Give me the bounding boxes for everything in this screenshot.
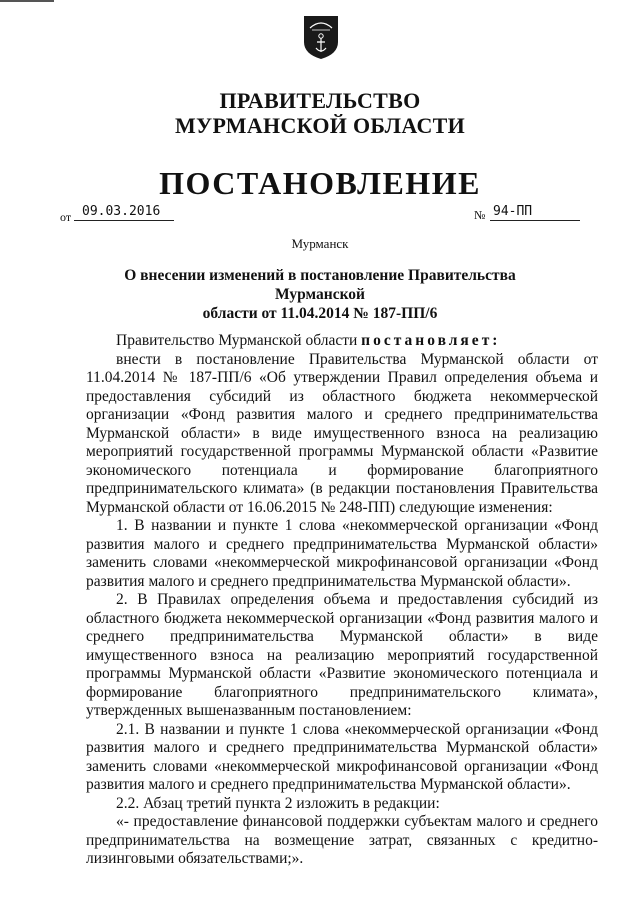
document-body <box>86 332 598 869</box>
scan-mark <box>0 0 54 2</box>
paragraph-quote: «- предоставление финансовой поддержки субъектам малого и среднего предпринимательства на возмещение затрат, связанных с кредитно-лизинговыми обязательствами;». <box>86 813 598 867</box>
number-label: № <box>474 208 486 222</box>
subject-line2: области от 11.04.2014 № 187-ПП/6 <box>202 305 438 322</box>
city-name: Мурманск <box>291 236 349 251</box>
date-prefix-label: от <box>60 210 72 224</box>
document-date: 09.03.2016 <box>82 204 161 219</box>
document-subject <box>80 266 560 323</box>
paragraph-item-2-1: 2.1. В названии и пункте 1 слова «некоммерческой организации «Фонд развития малого и среднего предпринимательства Мурманской области» заменить словами «некоммерческой микрофинансовой организации «Фонд развития малого и среднего предпринимательства Мурманской области». <box>86 720 598 793</box>
coat-of-arms-icon <box>302 12 340 60</box>
document-type-title: ПОСТАНОВЛЕНИЕ <box>159 165 481 201</box>
intro-paragraph <box>86 332 598 351</box>
government-title-line2: МУРМАНСКОЙ ОБЛАСТИ <box>174 113 466 138</box>
paragraph-item-2: 2. В Правилах определения объема и предоставления субсидий из областного бюджета некоммерческой организации «Фонд развития малого и среднего предпринимательства Мурманской области» в виде имущественного взноса на реализацию мероприятий государственной программы Мурманской области «Развитие экономического потенциала и формирование благоприятного предпринимательского климата», утвержденных вышеназванным постановлением: <box>86 591 598 719</box>
intro-keyword: постановляет: <box>361 332 501 349</box>
document-number: 94-ПП <box>493 204 533 219</box>
intro-prefix: Правительство Мурманской области <box>116 332 362 349</box>
subject-line1: О внесении изменений в постановление Правительства Мурманской <box>124 267 516 303</box>
paragraph-item-1: 1. В названии и пункте 1 слова «некоммерческой организации «Фонд развития малого и среднего предпринимательства Мурманской области» заменить словами «некоммерческой микрофинансовой организации «Фонд развития малого и среднего предпринимательства Мурманской области». <box>86 517 598 590</box>
paragraph-main: внести в постановление Правительства Мурманской области от 11.04.2014 № 187-ПП/6 «Об утверждении Правил определения объема и предоставления субсидий из областного бюджета некоммерческой организации «Фонд развития малого и среднего предпринимательства Мурманской области» в виде имущественного взноса на реализацию мероприятий государственной программы Мурманской области «Развитие экономического потенциала и формирование благоприятного предпринимательского климата» (в редакции постановления Правительства Мурманской области от 16.06.2015 № 248-ПП) следующие изменения: <box>86 350 598 516</box>
government-title-line1: ПРАВИТЕЛЬСТВО <box>219 88 421 113</box>
paragraph-item-2-2: 2.2. Абзац третий пункта 2 изложить в редакции: <box>116 794 440 812</box>
